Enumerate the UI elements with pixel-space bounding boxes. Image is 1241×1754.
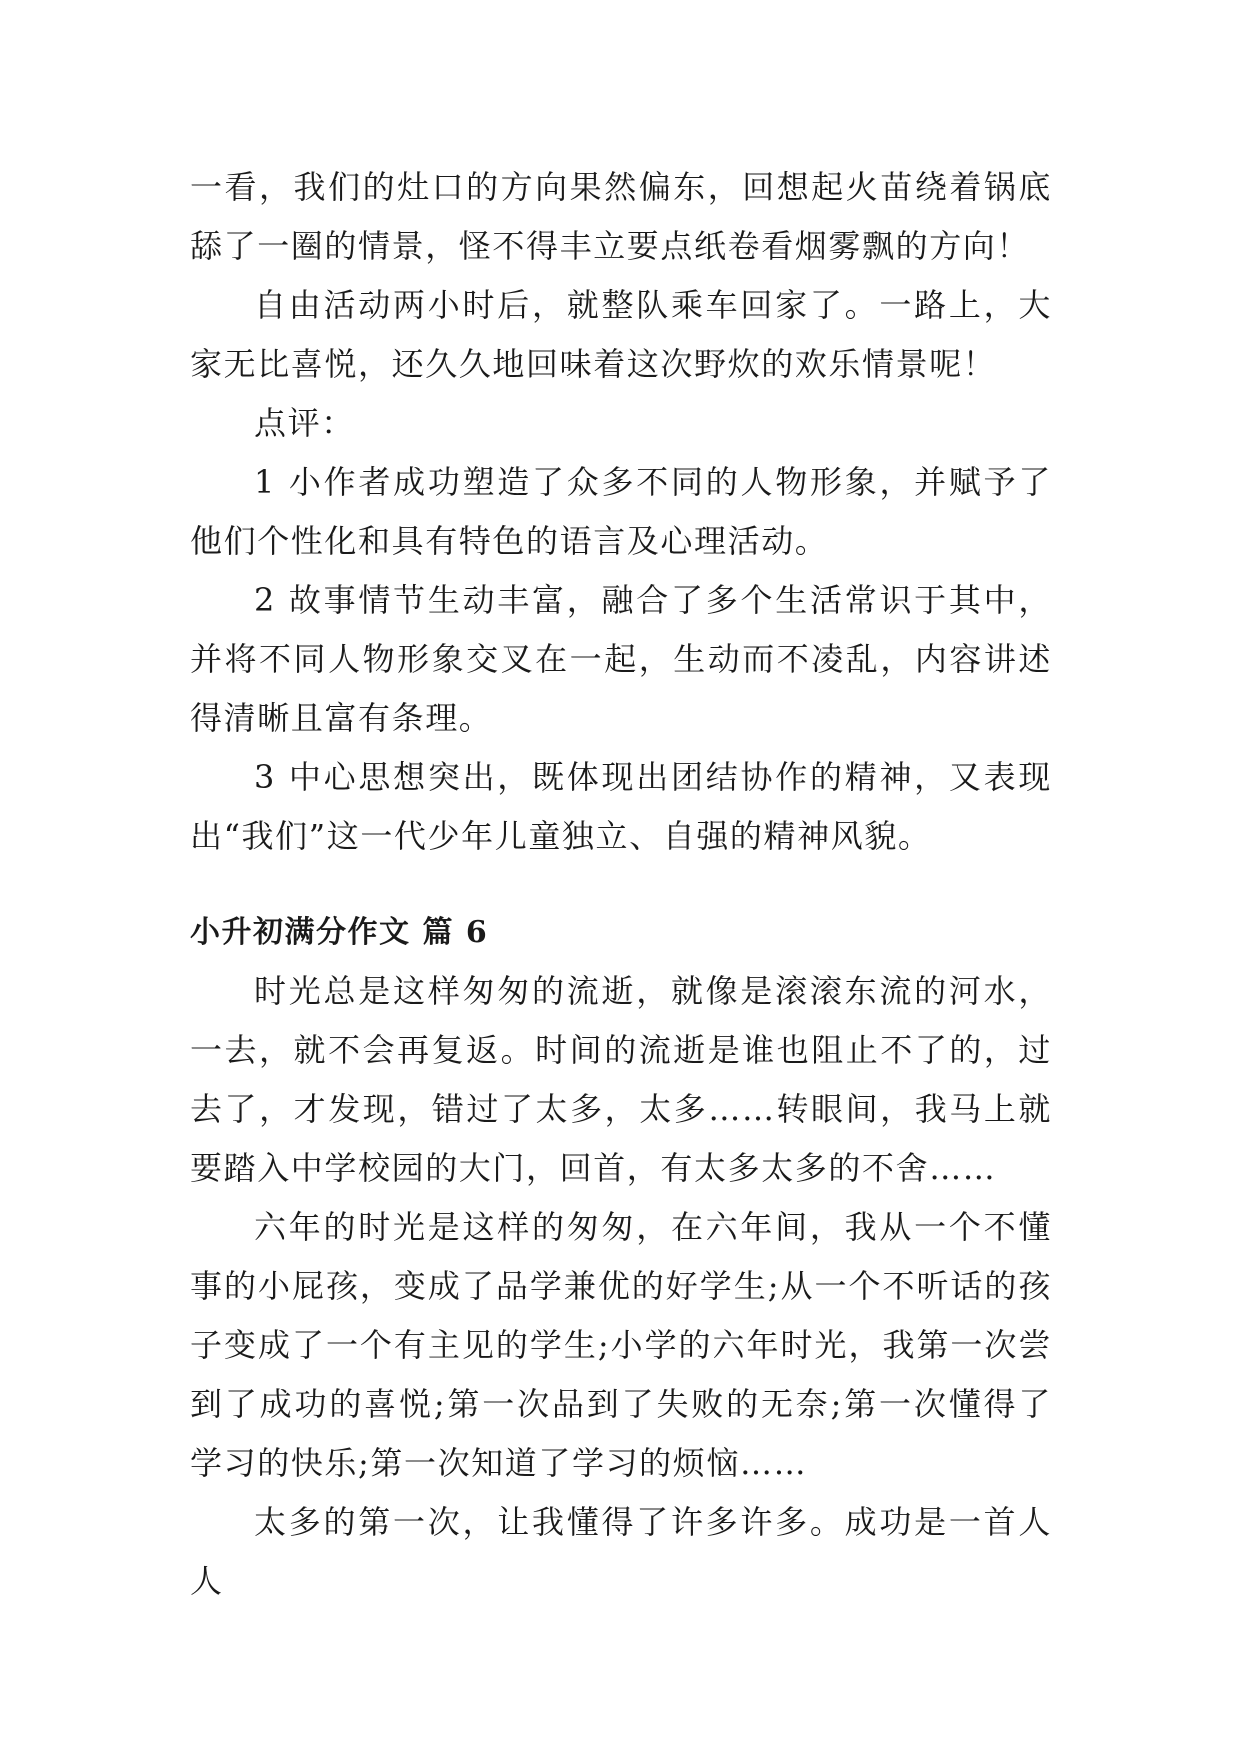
comment-point-2: 2 故事情节生动丰富，融合了多个生活常识于其中，并将不同人物形象交叉在一起，生动而不凌乱，内容讲述得清晰且富有条理。 <box>190 581 1052 737</box>
comment-heading: 点评： <box>254 404 355 442</box>
paragraph: 时光总是这样匆匆的流逝，就像是滚滚东流的河水，一去，就不会再复返。时间的流逝是谁也阻止不了的，过去了，才发现，错过了太多，太多……转眼间，我马上就要踏入中学校园的大门，回首，有太多太多的不舍…… <box>190 972 1052 1187</box>
paragraph: 太多的第一次，让我懂得了许多许多。成功是一首人人 <box>190 1503 1052 1600</box>
comment-point-1: 1 小作者成功塑造了众多不同的人物形象，并赋予了他们个性化和具有特色的语言及心理活动。 <box>190 463 1052 560</box>
paragraph: 自由活动两小时后，就整队乘车回家了。一路上，大家无比喜悦，还久久地回味着这次野炊的欢乐情景呢！ <box>190 286 1052 383</box>
document-page <box>190 158 1052 1611</box>
paragraph: 六年的时光是这样的匆匆，在六年间，我从一个不懂事的小屁孩，变成了品学兼优的好学生;从一个不听话的孩子变成了一个有主见的学生;小学的六年时光，我第一次尝到了成功的喜悦;第一次品到了失败的无奈;第一次懂得了学习的快乐;第一次知道了学习的烦恼…… <box>190 1208 1052 1482</box>
section-title: 小升初满分作文 篇 6 <box>190 915 489 950</box>
comment-point-3: 3 中心思想突出，既体现出团结协作的精神，又表现出“我们”这一代少年儿童独立、自强的精神风貌。 <box>190 758 1052 855</box>
paragraph: 一看，我们的灶口的方向果然偏东，回想起火苗绕着锅底舔了一圈的情景，怪不得丰立要点纸卷看烟雾飘的方向！ <box>190 168 1052 265</box>
